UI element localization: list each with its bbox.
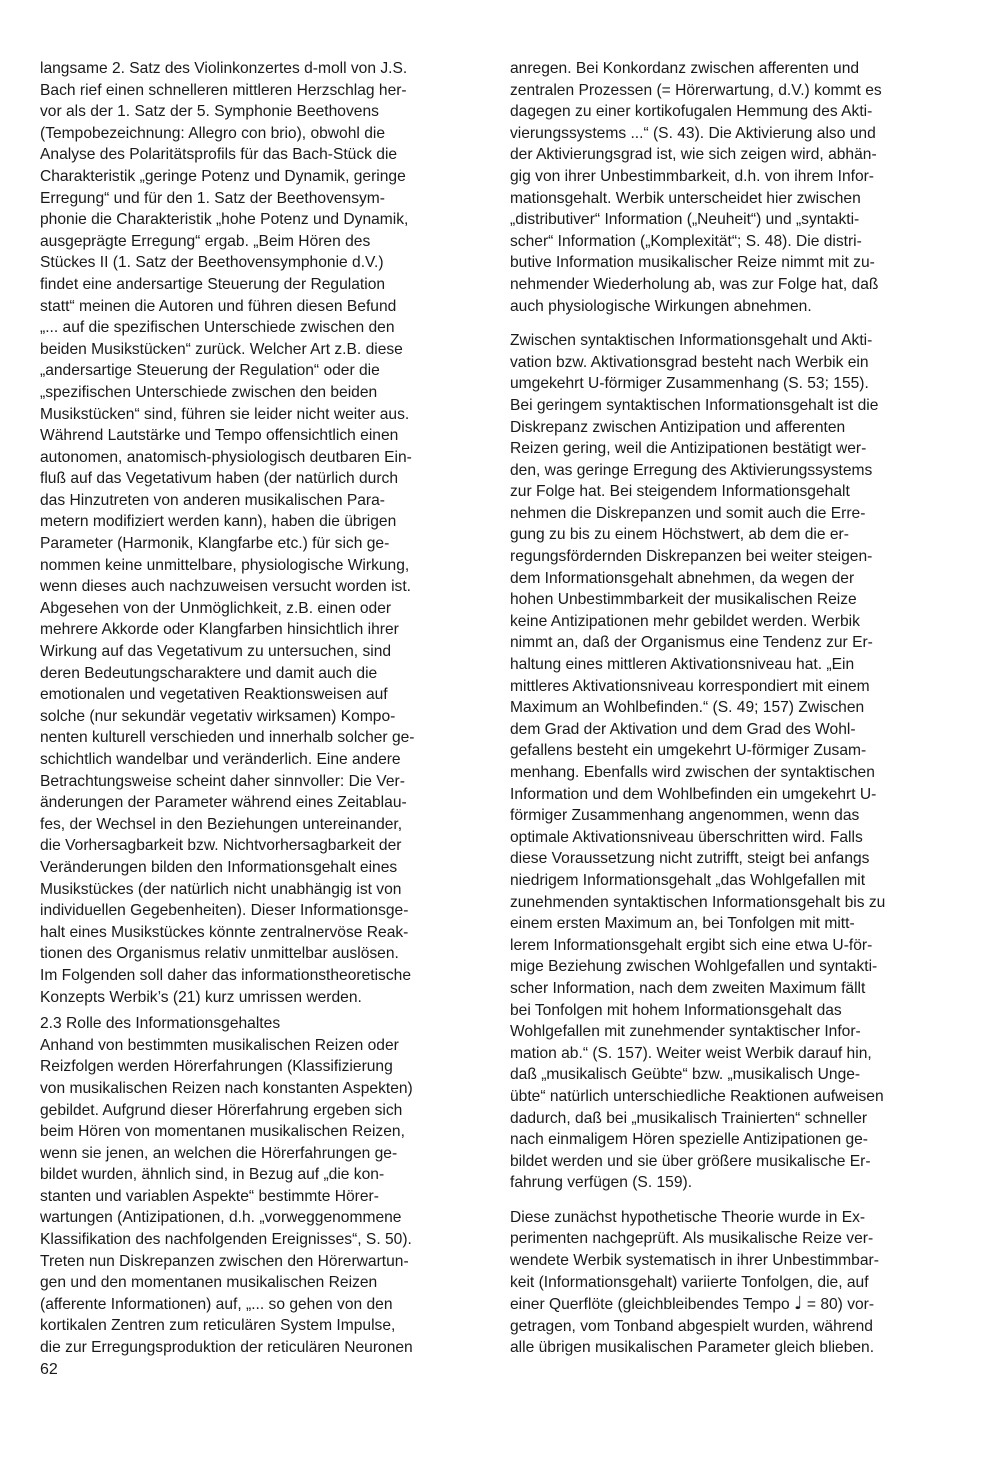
text-line: Treten nun Diskrepanzen zwischen den Hörerwartun- — [40, 1252, 409, 1270]
text-line: änderungen der Parameter während eines Zeitablau- — [40, 794, 407, 812]
text-line: statt“ meinen die Autoren und führen diesen Befund — [40, 297, 397, 315]
text-line: Diese zunächst hypothetische Theorie wurde in Ex- — [510, 1208, 866, 1226]
text-line: langsame 2. Satz des Violinkonzertes d-moll von J.S. — [40, 60, 408, 77]
text-line: fahrung verfügen (S. 159). — [510, 1174, 693, 1192]
right-paragraph-3 — [510, 1207, 958, 1359]
text-line: Maximum an Wohlbefinden.“ (S. 49; 157) Zwischen — [510, 699, 865, 717]
text-line: Während Lautstärke und Tempo offensichtlich einen — [40, 427, 399, 445]
text-line: phonie die Charakteristik „hohe Potenz und Dynamik, — [40, 211, 409, 229]
text-line: tionen des Organismus relativ unmittelbar auslösen. — [40, 945, 399, 963]
text-line: Information und dem Wohlbefinden ein umgekehrt U- — [510, 785, 877, 803]
text-line: schichtlich wandelbar und veränderlich. Eine andere — [40, 751, 401, 768]
text-line: wenn dieses auch nachzuweisen versucht worden ist. — [40, 578, 411, 596]
text-line: übte“ natürlich unterschiedliche Reaktionen aufweisen — [510, 1087, 884, 1105]
text-line: haltung eines mittleren Aktivationsniveau hat. „Ein — [510, 656, 855, 674]
text-line: nenten kulturell verschieden und innerhalb solcher ge- — [40, 729, 415, 747]
text-line: kortikalen Zentren zum reticulären System Impulse, — [40, 1317, 396, 1335]
text-line: daß „musikalisch Geübte“ bzw. „musikalisch Unge- — [510, 1066, 861, 1084]
text-line: „... auf die spezifischen Unterschiede zwischen den — [40, 319, 395, 337]
text-line: beiden Musikstücken“ zurück. Welcher Art z.B. diese — [40, 340, 403, 358]
text-line: vierungssystems ...“ (S. 43). Die Aktivierung also und — [510, 124, 876, 142]
text-line: dem Informationsgehalt abnehmen, da wegen der — [510, 569, 855, 587]
text-line: zunehmenden syntaktischen Informationsgehalt bis zu — [510, 893, 886, 911]
text-line: keine Antizipationen mehr gebildet werden. Werbik — [510, 612, 860, 630]
text-line: alle übrigen musikalischen Parameter gleich blieben. — [510, 1339, 875, 1357]
text-line: „spezifischen Unterschiede zwischen den beiden — [40, 383, 378, 401]
right-paragraph-2 — [510, 330, 958, 1194]
text-line: nommen keine unmittelbare, physiologische Wirkung, — [40, 556, 410, 574]
text-line: Zwischen syntaktischen Informationsgehalt und Akti- — [510, 332, 873, 350]
text-line: Veränderungen bilden den Informationsgehalt eines — [40, 858, 398, 876]
text-line: diese Voraussetzung nicht zutrifft, steigt bei anfangs — [510, 850, 870, 868]
right-paragraph-1 — [510, 58, 958, 317]
text-line: das Hinzutreten von anderen musikalischen Para- — [40, 491, 385, 509]
text-line: wendete Werbik systematisch in ihrer Unbestimmbar- — [510, 1252, 879, 1270]
text-line: mittleres Aktivationsniveau korrespondiert mit einem — [510, 677, 870, 695]
text-line: Wohlgefallen mit zunehmender syntaktischer Infor- — [510, 1023, 861, 1041]
text-line: nimmt an, daß der Organismus eine Tendenz zur Er- — [510, 634, 873, 652]
text-line: vor als der 1. Satz der 5. Symphonie Beethovens — [40, 103, 379, 121]
text-line: Erregung“ und für den 1. Satz der Beethovensym- — [40, 189, 385, 207]
text-line: einem ersten Maximum an, bei Tonfolgen mit mitt- — [510, 915, 855, 933]
text-line: bildet werden und sie über größere musikalische Er- — [510, 1152, 871, 1170]
text-line: (Tempobezeichnung: Allegro con brio), obwohl die — [40, 124, 386, 142]
text-line: dadurch, daß bei „musikalisch Trainierten“ schneller — [510, 1109, 868, 1127]
text-line: Reizen gering, weil die Antizipationen bestätigt wer- — [510, 440, 867, 458]
text-line: gung zu bis zu einem Höchstwert, ab dem die er- — [510, 526, 849, 544]
text-line: dagegen zu einer kortikofugalen Hemmung des Akti- — [510, 103, 873, 121]
text-line: metern modifiziert werden kann), haben die übrigen — [40, 513, 397, 531]
text-line: zentralen Prozessen (= Hörerwartung, d.V.) kommt es — [510, 81, 882, 99]
text-line: gefallens besteht ein umgekehrt U-förmiger Zusam- — [510, 742, 867, 760]
page-number: 62 — [40, 1361, 58, 1378]
text-line: gen und den momentanen musikalischen Reizen — [40, 1274, 378, 1292]
text-line: Betrachtungsweise scheint daher sinnvoller: Die Ver- — [40, 772, 405, 790]
text-line: halt eines Musikstückes könnte zentralnervöse Reak- — [40, 923, 409, 941]
text-line: optimale Aktivationsniveau überschritten wird. Falls — [510, 828, 863, 846]
text-line: vation bzw. Aktivationsgrad besteht nach Werbik ein — [510, 353, 869, 371]
text-line: bei Tonfolgen mit hohem Informationsgehalt das — [510, 1001, 842, 1019]
text-line: Musikstückes (der natürlich nicht unabhängig ist von — [40, 880, 402, 898]
text-line: ausgeprägte Erregung“ ergab. „Beim Hören des — [40, 232, 371, 250]
text-line: „distributiver“ Information („Neuheit“) und „syntakti- — [510, 211, 860, 229]
left-paragraph-2 — [40, 1035, 486, 1359]
text-line: Parameter (Harmonik, Klangfarbe etc.) für sich ge- — [40, 535, 390, 553]
section-heading: 2.3 Rolle des Informationsgehaltes — [40, 1015, 281, 1033]
text-line: umgekehrt U-förmiger Zusammenhang (S. 53; 155). — [510, 375, 869, 393]
text-line: individuellen Gegebenheiten). Dieser Informationsge- — [40, 902, 409, 920]
text-line: Wirkung auf das Vegetativum zu untersuchen, sind — [40, 643, 392, 661]
text-line: dem Grad der Aktivation und dem Grad des Wohl- — [510, 720, 856, 738]
right-paragraph-3-start — [510, 1207, 958, 1293]
text-line: Analyse des Polaritätsprofils für das Bach-Stück die — [40, 146, 398, 164]
left-paragraph-1 — [40, 58, 486, 1008]
text-line: der Aktivierungsgrad ist, wie sich zeigen wird, abhän- — [510, 146, 877, 164]
text-line: scher Information, nach dem zweiten Maximum fällt — [510, 979, 866, 997]
text-line: menhang. Ebenfalls wird zwischen der syntaktischen — [510, 764, 875, 781]
text-line: lerem Informationsgehalt ergibt sich eine etwa U-för- — [510, 936, 873, 954]
text-line: Abgesehen von der Unmöglichkeit, z.B. einen oder — [40, 599, 392, 617]
text-line: mation ab.“ (S. 157). Weiter weist Werbik darauf hin, — [510, 1044, 872, 1062]
text-line: nehmender Wiederholung ab, was zur Folge hat, daß — [510, 275, 879, 293]
text-line: zur Folge hat. Bei steigendem Informationsgehalt — [510, 483, 850, 501]
text-line: förmiger Zusammenhang angenommen, wenn das — [510, 807, 860, 825]
text-line: den, was geringe Erregung des Aktivierungssystems — [510, 461, 873, 479]
text-line: Reizfolgen werden Hörerfahrungen (Klassifizierung — [40, 1058, 393, 1076]
tempo-line-after: = 80) vor- — [802, 1296, 875, 1314]
right-column — [510, 58, 958, 1372]
text-line: anregen. Bei Konkordanz zwischen afferenten und — [510, 60, 860, 77]
text-line: Charakteristik „geringe Potenz und Dynamik, geringe — [40, 167, 406, 185]
text-line: gig von ihrer Unbestimmbarkeit, d.h. von ihrem Infor- — [510, 167, 875, 185]
text-line: nehmen die Diskrepanzen und somit auch die Erre- — [510, 504, 866, 522]
text-line: autonomen, anatomisch-physiologisch deutbaren Ein- — [40, 448, 412, 466]
text-line: wenn sie jenen, an welchen die Hörerfahrungen ge- — [40, 1144, 398, 1162]
text-line: regungsfördernden Diskrepanzen bei weiter steigen- — [510, 548, 873, 566]
text-line: keit (Informationsgehalt) variierte Tonfolgen, die, auf — [510, 1273, 869, 1291]
text-line: beim Hören von momentanen musikalischen Reizen, — [40, 1123, 405, 1141]
text-line: Bach rief einen schnelleren mittleren Herzschlag her- — [40, 81, 407, 99]
text-line: Klassifikation des nachfolgenden Ereignisses“, S. 50). — [40, 1231, 412, 1249]
text-line: wartungen (Antizipationen, d.h. „vorweggenommene — [40, 1209, 402, 1227]
text-line: nach einmaligem Hören spezielle Antizipationen ge- — [510, 1131, 869, 1149]
text-line: niedrigem Informationsgehalt „das Wohlgefallen mit — [510, 871, 866, 889]
text-line: Im Folgenden soll daher das informationstheoretische — [40, 966, 411, 984]
text-line: mationsgehalt. Werbik unterscheidet hier zwischen — [510, 189, 861, 207]
text-line: mehrere Akkorde oder Klangfarben hinsichtlich ihrer — [40, 621, 399, 639]
text-line: fes, der Wechsel in den Beziehungen untereinander, — [40, 815, 403, 833]
text-line: butive Information musikalischer Reize nimmt mit zu- — [510, 254, 875, 272]
text-line: auch physiologische Wirkungen abnehmen. — [510, 297, 812, 315]
text-line: „andersartige Steuerung der Regulation“ oder die — [40, 362, 380, 380]
text-line: stanten und variablen Aspekte“ bestimmte Hörer- — [40, 1187, 379, 1205]
text-line: getragen, vom Tonband abgespielt wurden, während — [510, 1317, 873, 1335]
text-line: perimenten nachgeprüft. Als musikalische Reize ver- — [510, 1230, 874, 1248]
text-line: fluß auf das Vegetativum haben (der natürlich durch — [40, 470, 399, 488]
text-line: Bei geringem syntaktischen Informationsgehalt ist die — [510, 396, 879, 414]
text-line: von musikalischen Reizen nach konstanten Aspekten) — [40, 1079, 413, 1097]
text-line: die zur Erregungsproduktion der reticulären Neuronen — [40, 1339, 413, 1357]
text-line: mige Beziehung zwischen Wohlgefallen und syntakti- — [510, 958, 878, 976]
text-line: Konzepts Werbik’s (21) kurz umrissen werden. — [40, 988, 362, 1006]
right-paragraph-3-end — [510, 1316, 958, 1359]
quarter-note-icon: ♩ — [794, 1293, 803, 1315]
text-line: solche (nur sekundär vegetativ wirksamen) Kompo- — [40, 707, 396, 725]
text-line: Musikstücken“ sind, führen sie leider nicht weiter aus. — [40, 405, 410, 423]
tempo-line — [510, 1293, 958, 1316]
text-line: findet eine andersartige Steuerung der Regulation — [40, 275, 386, 293]
text-line: gebildet. Aufgrund dieser Hörerfahrung ergeben sich — [40, 1101, 403, 1119]
tempo-line-before: einer Querflöte (gleichbleibendes Tempo — [510, 1296, 795, 1314]
text-line: die Vorhersagbarkeit bzw. Nichtvorhersagbarkeit der — [40, 837, 402, 855]
text-line: deren Bedeutungscharaktere und damit auch die — [40, 664, 378, 682]
text-line: emotionalen und vegetativen Reaktionsweisen auf — [40, 686, 388, 704]
text-line: Anhand von bestimmten musikalischen Reizen oder — [40, 1036, 399, 1054]
text-line: scher“ Information („Komplexität“; S. 48). Die distri- — [510, 232, 862, 250]
text-line: bildet wurden, ähnlich sind, in Bezug auf „die kon- — [40, 1166, 385, 1184]
text-line: Diskrepanz zwischen Antizipation und afferenten — [510, 418, 846, 436]
text-line: Stückes II (1. Satz der Beethovensymphonie d.V.) — [40, 254, 384, 272]
text-line: hohen Unbestimmbarkeit der musikalischen Reize — [510, 591, 857, 609]
left-column — [40, 58, 486, 1372]
text-line: (afferente Informationen) auf, „... so gehen von den — [40, 1295, 393, 1313]
